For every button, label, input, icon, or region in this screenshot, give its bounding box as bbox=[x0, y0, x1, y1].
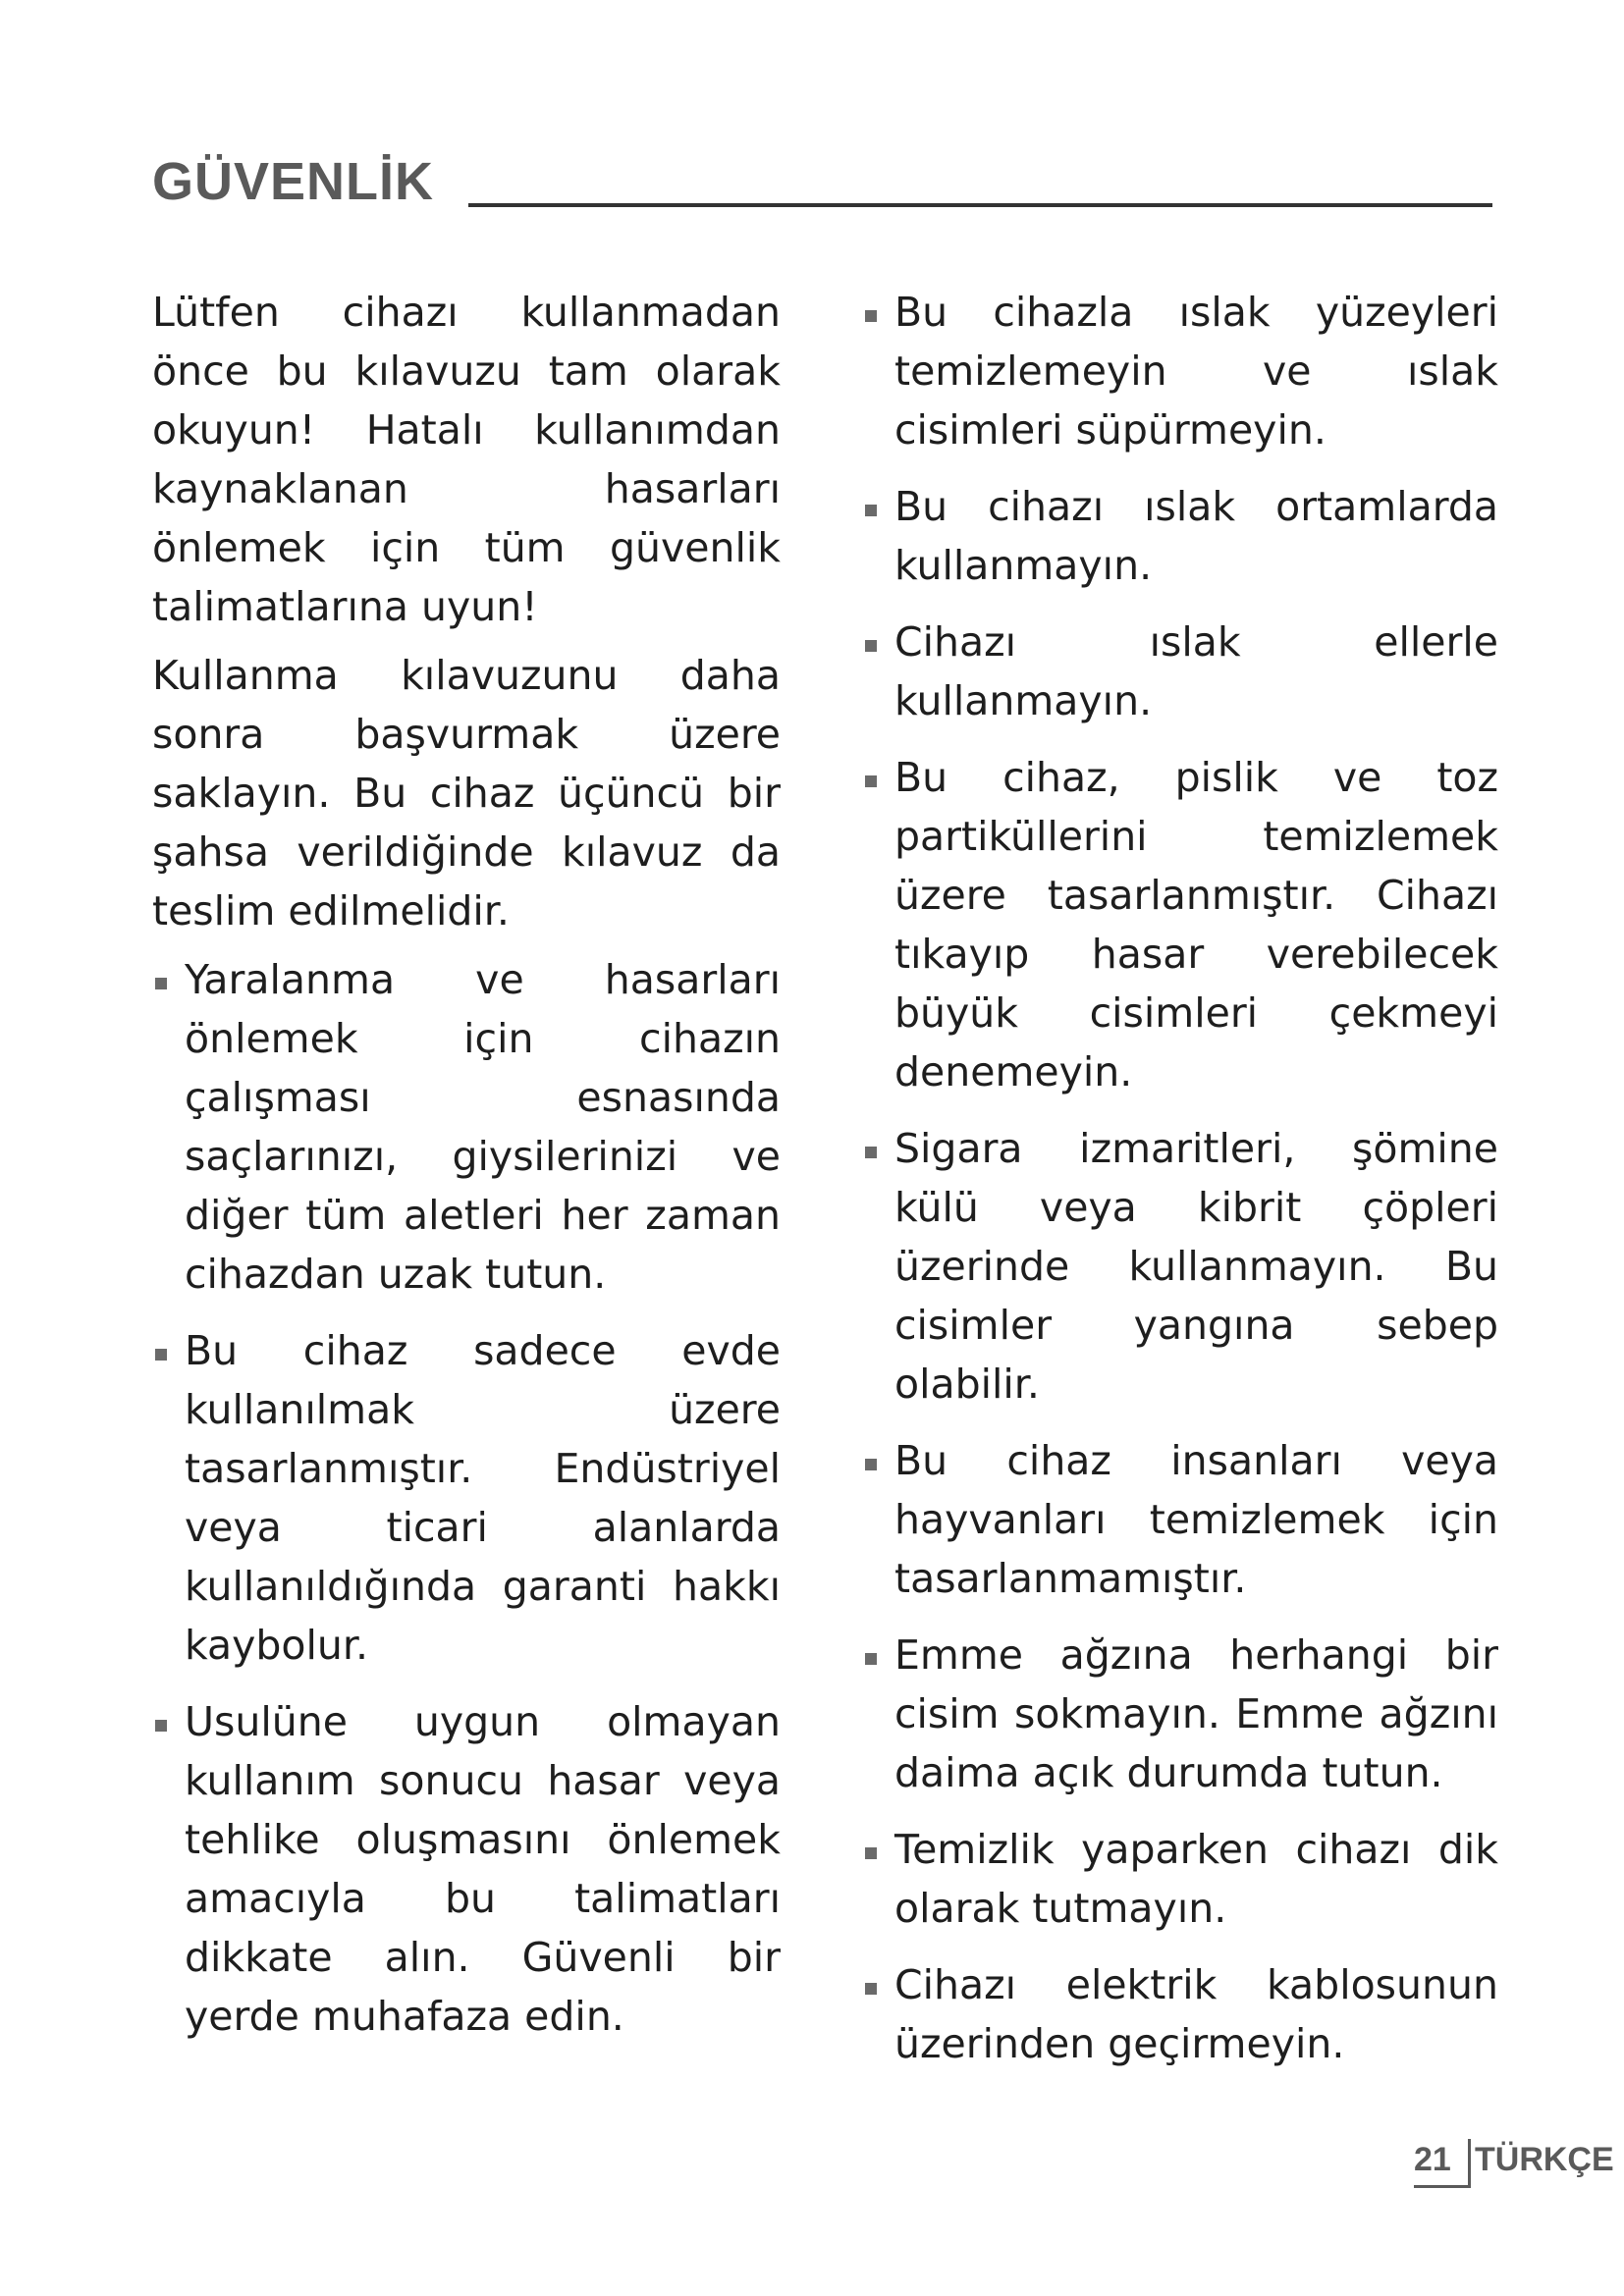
bullet-text: Bu cihaz, pislik ve toz partiküllerini temizlemek üzere tasarlanmıştır. Cihazı tıkayıp hasar verebilecek büyük cisimleri çekmeyi denemeyin. bbox=[894, 754, 1498, 1095]
heading-underline bbox=[468, 203, 1492, 207]
intro-paragraph: Lütfen cihazı kullanmadan önce bu kılavuzu tam olarak okuyun! Hatalı kullanımdan kaynaklanan hasarları önlemek için tüm güvenlik talimatlarına uyun! bbox=[152, 289, 781, 630]
square-bullet-icon bbox=[865, 1653, 877, 1665]
left-column bbox=[152, 283, 781, 2063]
bullet-text: Yaralanma ve hasarları önlemek için cihazın çalışması esnasında saçlarınızı, giysilerinizi ve diğer tüm aletleri her zaman cihazdan uzak tutun. bbox=[185, 956, 781, 1298]
bullet-text: Usulüne uygun olmayan kullanım sonucu hasar veya tehlike oluşmasını önlemek amacıyla bu talimatları dikkate alın. Güvenli bir yerde muhafaza edin. bbox=[185, 1698, 781, 2040]
square-bullet-icon bbox=[865, 505, 877, 516]
square-bullet-icon bbox=[865, 775, 877, 787]
safety-bullet-item bbox=[862, 477, 1498, 595]
safety-bullet-item bbox=[152, 1692, 781, 2046]
footer-divider bbox=[1468, 2139, 1471, 2186]
safety-bullet-item bbox=[152, 1321, 781, 1675]
bullet-text: Temizlik yaparken cihazı dik olarak tutmayın. bbox=[894, 1826, 1498, 1932]
square-bullet-icon bbox=[865, 310, 877, 322]
square-bullet-icon bbox=[155, 978, 167, 989]
safety-bullet-item bbox=[152, 950, 781, 1304]
page-footer bbox=[1414, 2135, 1614, 2194]
square-bullet-icon bbox=[865, 1847, 877, 1859]
bullet-text: Sigara izmaritleri, şömine külü veya kibrit çöpleri üzerinde kullanmayın. Bu cisimler yangına sebep olabilir. bbox=[894, 1125, 1498, 1408]
square-bullet-icon bbox=[155, 1349, 167, 1361]
bullet-text: Emme ağzına herhangi bir cisim sokmayın. Emme ağzını daima açık durumda tutun. bbox=[894, 1631, 1498, 1796]
page-number: 21 bbox=[1414, 2141, 1451, 2178]
footer-rule bbox=[1414, 2185, 1471, 2188]
safety-bullet-item bbox=[862, 1955, 1498, 2073]
bullet-text: Bu cihazla ıslak yüzeyleri temizlemeyin ve ıslak cisimleri süpürmeyin. bbox=[894, 289, 1498, 454]
safety-bullet-item bbox=[862, 748, 1498, 1101]
square-bullet-icon bbox=[865, 640, 877, 652]
safety-bullet-item bbox=[862, 1119, 1498, 1414]
bullet-text: Bu cihaz insanları veya hayvanları temizlemek için tasarlanmamıştır. bbox=[894, 1437, 1498, 1602]
bullet-text: Bu cihaz sadece evde kullanılmak üzere tasarlanmıştır. Endüstriyel veya ticari alanlarda kullanıldığında garanti hakkı kaybolur. bbox=[185, 1327, 781, 1669]
section-heading bbox=[152, 142, 1492, 221]
square-bullet-icon bbox=[865, 1147, 877, 1158]
safety-bullet-item bbox=[862, 1626, 1498, 1802]
safety-bullet-item bbox=[862, 613, 1498, 730]
square-bullet-icon bbox=[155, 1720, 167, 1732]
keep-manual-paragraph: Kullanma kılavuzunu daha sonra başvurmak üzere saklayın. Bu cihaz üçüncü bir şahsa verildiğinde kılavuz da teslim edilmelidir. bbox=[152, 652, 781, 934]
bullet-text: Bu cihazı ıslak ortamlarda kullanmayın. bbox=[894, 483, 1498, 589]
square-bullet-icon bbox=[865, 1983, 877, 1995]
bullet-text: Cihazı elektrik kablosunun üzerinden geçirmeyin. bbox=[894, 1961, 1498, 2067]
bullet-text: Cihazı ıslak ellerle kullanmayın. bbox=[894, 618, 1498, 724]
language-label: TÜRKÇE bbox=[1475, 2141, 1614, 2178]
safety-bullet-item bbox=[862, 283, 1498, 459]
square-bullet-icon bbox=[865, 1459, 877, 1470]
right-column bbox=[862, 283, 1498, 2091]
safety-bullet-item bbox=[862, 1820, 1498, 1938]
safety-bullet-item bbox=[862, 1431, 1498, 1608]
section-title: GÜVENLİK bbox=[152, 152, 435, 211]
